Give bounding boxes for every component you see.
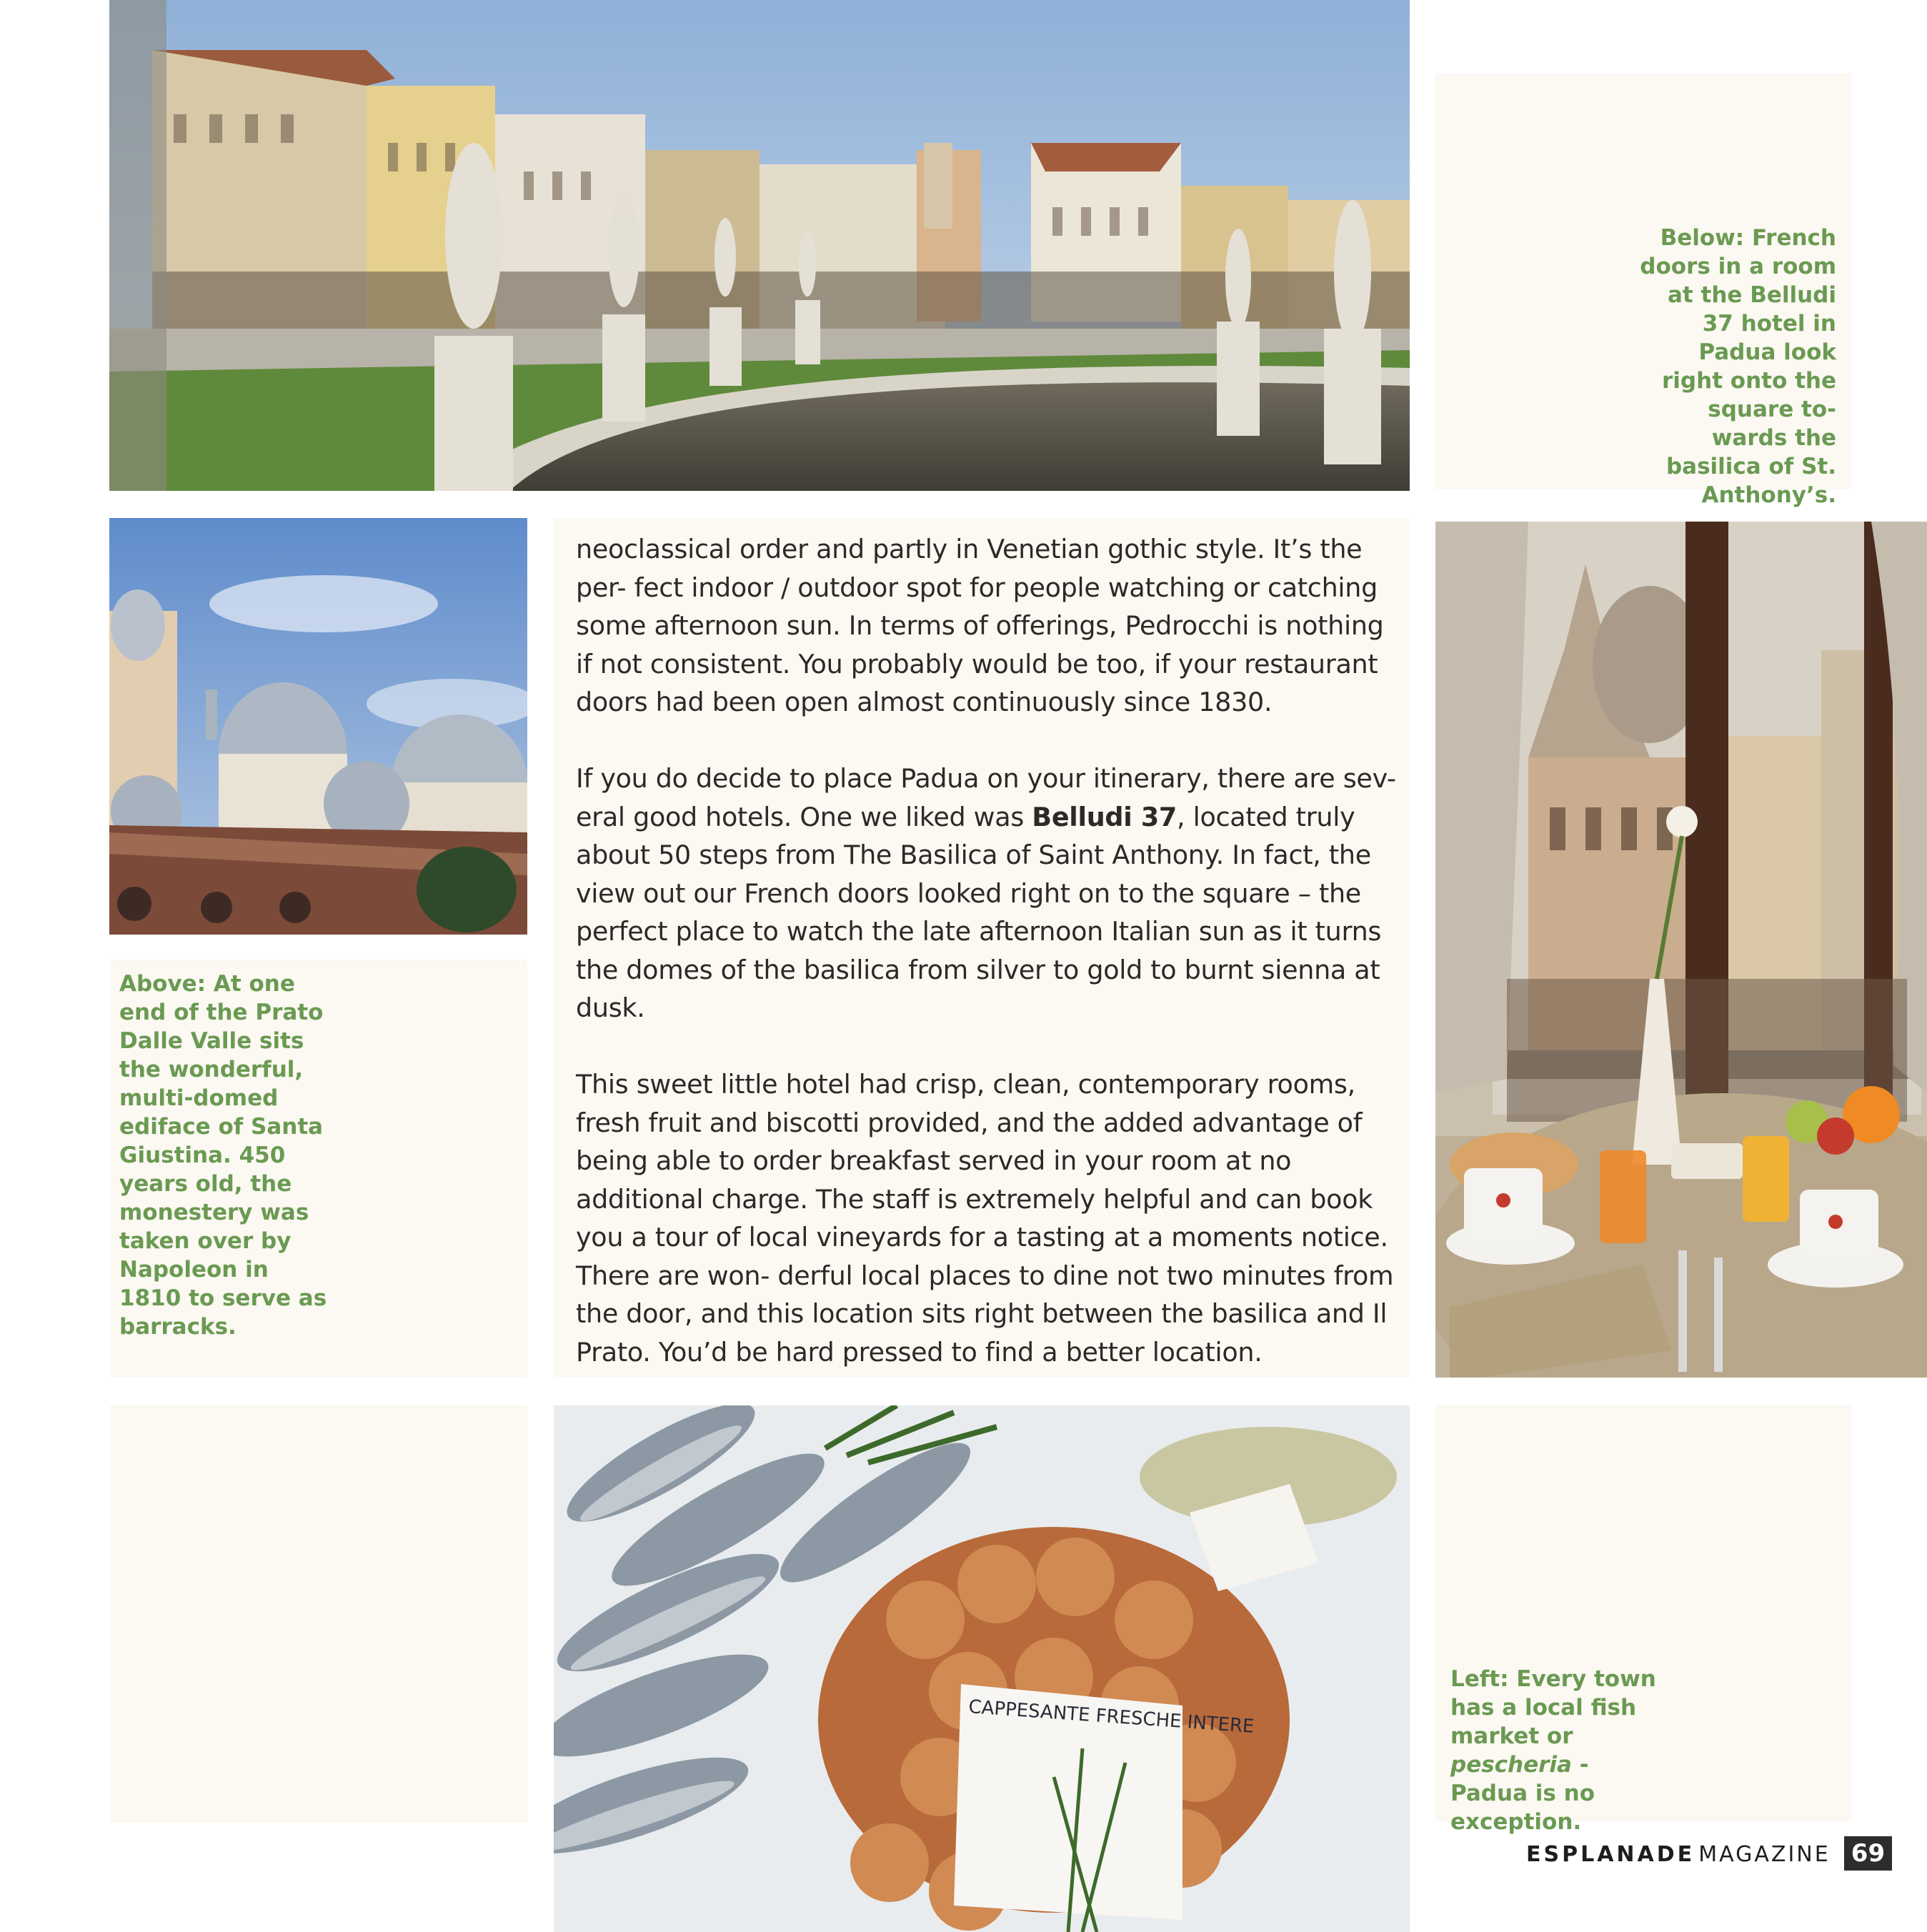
page-number: 69 bbox=[1844, 1836, 1892, 1871]
caption-fish-market: Left: Every town has a local fish market or pescheria - Padua is no exception. bbox=[1450, 1666, 1656, 1835]
fish-market-photo bbox=[554, 1405, 1410, 1932]
fish-sign-text: CAPPESANTE FRESCHE INTERE bbox=[967, 1696, 1255, 1738]
caption-hotel-view: Below: French doors in a room at the Belludi 37 hotel in Padua look right onto the square to- wards the basilica of St. Anthony’s. bbox=[1640, 225, 1836, 508]
santa-giustina-photo bbox=[109, 518, 527, 935]
caption-santa-giustina: Above: At one end of the Prato Dalle Valle sits the wonderful, multi-domed ediface of Santa Giustina. 450 years old, the monestery was taken over by Napoleon in 1810 to serve as barracks. bbox=[119, 971, 327, 1340]
prato-della-valle-photo bbox=[109, 0, 1410, 491]
article-paragraph-1: neoclassical order and partly in Venetian gothic style. It’s the per- fect indoor / outdoor spot for people watching or catching some afternoon sun. In terms of offerings, Pedrocchi is nothing if not consistent. You probably would be too, if your restaurant doors had been open almost continuously since 1830. bbox=[576, 534, 1384, 717]
blank-panel-bottom-left bbox=[110, 1405, 527, 1823]
hotel-name: Belludi 37 bbox=[1032, 801, 1177, 832]
folio-brand: ESPLANADE bbox=[1526, 1842, 1696, 1867]
article-body bbox=[576, 530, 1398, 1410]
article-paragraph-2: If you do decide to place Padua on your itinerary, there are sev- eral good hotels. One we liked was Belludi 37, located truly about 50 steps from The Basilica of Saint Anthony. In fact, the view out our French doors looked right on to the square – the perfect place to watch the late afternoon Italian sun as it turns the domes of the basilica from silver to gold to burnt sienna at dusk. bbox=[576, 763, 1396, 1023]
breakfast-window-photo bbox=[1435, 522, 1927, 1378]
folio-magazine: MAGAZINE bbox=[1698, 1842, 1831, 1867]
article-paragraph-3: This sweet little hotel had crisp, clean, contemporary rooms, fresh fruit and biscotti provided, and the added advantage of being able to order breakfast served in your room at no additional charge. The staff is extremely helpful and can book you a tour of local vineyards for a tasting at a moments notice. There are won- derful local places to dine not two minutes from the door, and this location sits right between the basilica and Il Prato. You’d be hard pressed to find a better location. bbox=[576, 1069, 1394, 1368]
page-folio bbox=[1526, 1836, 1892, 1871]
